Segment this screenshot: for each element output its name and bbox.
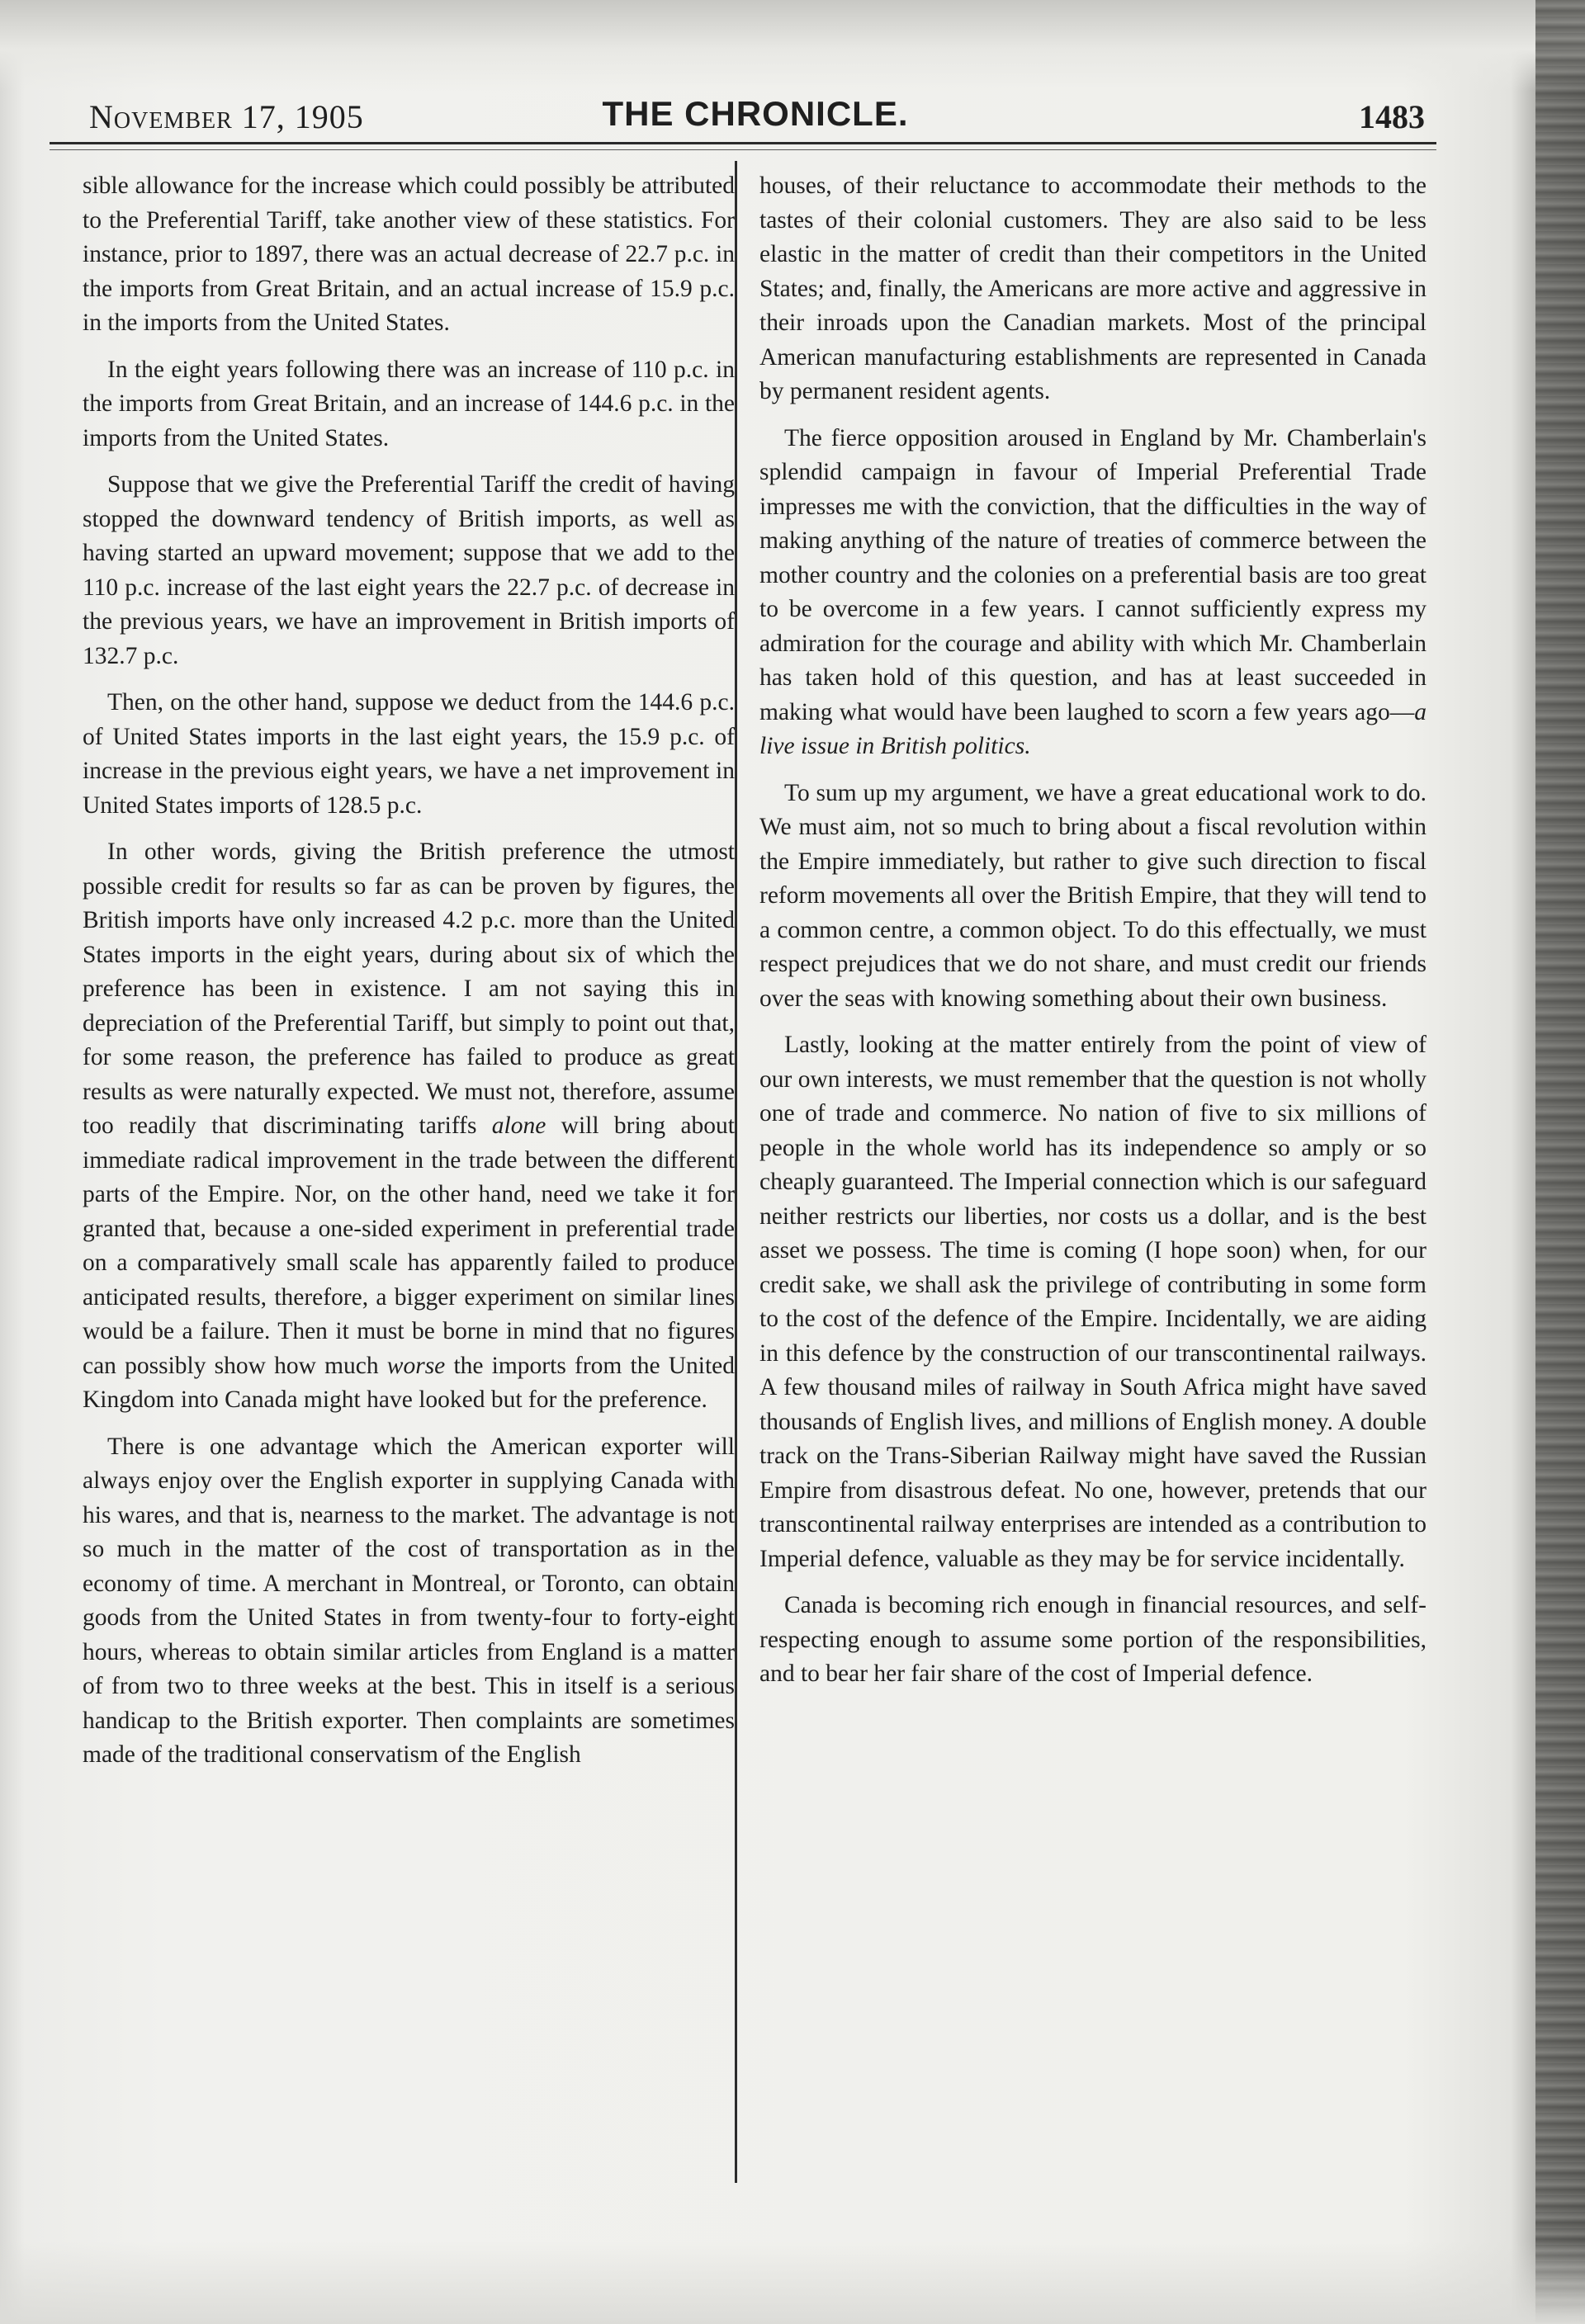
paragraph: Suppose that we give the Preferential Tariff the credit of having stopped the downward tendency of British imports, as well as having started an upward movement; suppose that we add to the 110 p.c. increase of the last eight years the 22.7 p.c. of decrease in the previous years, we have an improvement in British imports of 132.7 p.c. [83, 471, 735, 669]
paragraph: There is one advantage which the American exporter will always enjoy over the English exporter in supplying Canada with his wares, and that is, nearness to the market. The advantage is not so much in the matter of the cost of transportation as in the economy of time. A merchant in Montreal, or Toronto, can obtain goods from the United States in from twenty-four to forty-eight hours, whereas to obtain similar articles from England is a matter of from two to three weeks at the best. This in itself is a serious handicap to the British exporter. Then complaints are sometimes made of the traditional conservatism of the English [83, 1433, 735, 1768]
right-column [759, 169, 1426, 1704]
column-divider [735, 161, 737, 2183]
scan-binding-edge [1535, 0, 1585, 2324]
paragraph [83, 835, 735, 1418]
paragraph: To sum up my argument, we have a great educational work to do. We must aim, not so much to bring about a fiscal revolution within the Empire immediately, but rather to give such direction to fiscal reform movements all over the British Empire, that they will tend to a common centre, a common object. To do this effectually, we must respect prejudices that we do not share, and must credit our friends over the seas with knowing something about their own business. [759, 779, 1426, 1012]
publication-title: THE CHRONICLE. [602, 94, 909, 133]
italic-text: alone [491, 1112, 546, 1139]
paragraph: Canada is becoming rich enough in financial resources, and self-respecting enough to assume some portion of the responsibilities, and to bear her fair share of the cost of Imperial defence. [759, 1592, 1426, 1687]
scan-shadow-bottom [0, 2241, 1585, 2324]
issue-date: November 17, 1905 [89, 98, 364, 135]
text-run: The fierce opposition aroused in England by Mr. Chamberlain's splendid campaign in favour of Imperial Preferential Trade impresses me with the conviction, that the difficulties in the way of making anything of the nature of treaties of commerce between the mother country and the colonies on a preferential basis are too great to be overcome in a few years. I cannot sufficiently express my admiration for the courage and ability with which Mr. Chamberlain has taken hold of this question, and has at least succeeded in making what would have been laughed to scorn a few years ago— [759, 424, 1426, 725]
text-run: will bring about immediate radical improvement in the trade between the different parts of the Empire. Nor, on the other hand, need we take it for granted that, because a one-sided experiment in preferential trade on a comparatively small scale has apparently failed to produce anticipated results, therefore, a bigger experiment on similar lines would be a failure. Then it must be borne in mind that no figures can possibly show how much [83, 1112, 736, 1379]
text-run: the imports from the United Kingdom into Canada might have looked but for the preference. [83, 1352, 736, 1413]
paragraph: Then, on the other hand, suppose we deduct from the 144.6 p.c. of United States imports in the last eight years, the 15.9 p.c. of increase in the previous eight years, we have a net improvement in United States imports of 128.5 p.c. [83, 689, 735, 819]
paragraph: sible allowance for the increase which could possibly be attributed to the Preferential Tariff, take another view of these statistics. For instance, prior to 1897, there was an actual decrease of 22.7 p.c. in the imports from Great Britain, and an actual increase of 15.9 p.c. in the imports from the United States. [83, 172, 735, 336]
italic-text: a live issue in British politics. [759, 698, 1426, 759]
text-run: In other words, giving the British preference the utmost possible credit for results so far as can be proven by figures, the British imports have only increased 4.2 p.c. more than the United States imports in the eight years, during about six of which the preference has been in existence. I am not saying this in depreciation of the Preferential Tariff, but simply to point out that, for some reason, the preference has failed to produce as great results as were naturally expected. We must not, therefore, assume too readily that discriminating tariffs [83, 838, 735, 1139]
header-rule [50, 142, 1436, 150]
page-number: 1483 [1359, 98, 1425, 135]
paragraph: Lastly, looking at the matter entirely from the point of view of our own interests, we must remember that the question is not wholly one of trade and commerce. No nation of five to six millions of people in the whole world has its independence so amply or so cheaply guaranteed. The Imperial connection which is our safeguard neither restricts our liberties, nor costs us a dollar, and is the best asset we possess. The time is coming (I hope soon) when, for our credit sake, we shall ask the privilege of contributing in some form to the cost of the defence of the Empire. Incidentally, we are aiding in this defence by the construction of our transcontinental railways. A few thousand miles of railway in South Africa might have saved thousands of English lives, and millions of English money. A double track on the Trans-Siberian Railway might have saved the Russian Empire from disastrous defeat. No one, however, pretends that our transcontinental railway enterprises are intended as a contribution to Imperial defence, valuable as they may be for service incidentally. [759, 1032, 1426, 1572]
italic-text: worse [386, 1352, 446, 1379]
scan-shadow-top [0, 0, 1585, 91]
paragraph: In the eight years following there was an increase of 110 p.c. in the imports from Great Britain, and an increase of 144.6 p.c. in the imports from the United States. [83, 356, 735, 451]
running-header [83, 91, 1428, 140]
left-column [83, 169, 735, 1785]
paragraph: houses, of their reluctance to accommodate their methods to the tastes of their colonial customers. They are also said to be less elastic in the matter of credit than their competitors in the United States; and, finally, the Americans are more active and aggressive in their inroads upon the Canadian markets. Most of the principal American manufacturing establishments are represented in Canada by permanent resident agents. [759, 172, 1426, 404]
paragraph [759, 422, 1426, 764]
